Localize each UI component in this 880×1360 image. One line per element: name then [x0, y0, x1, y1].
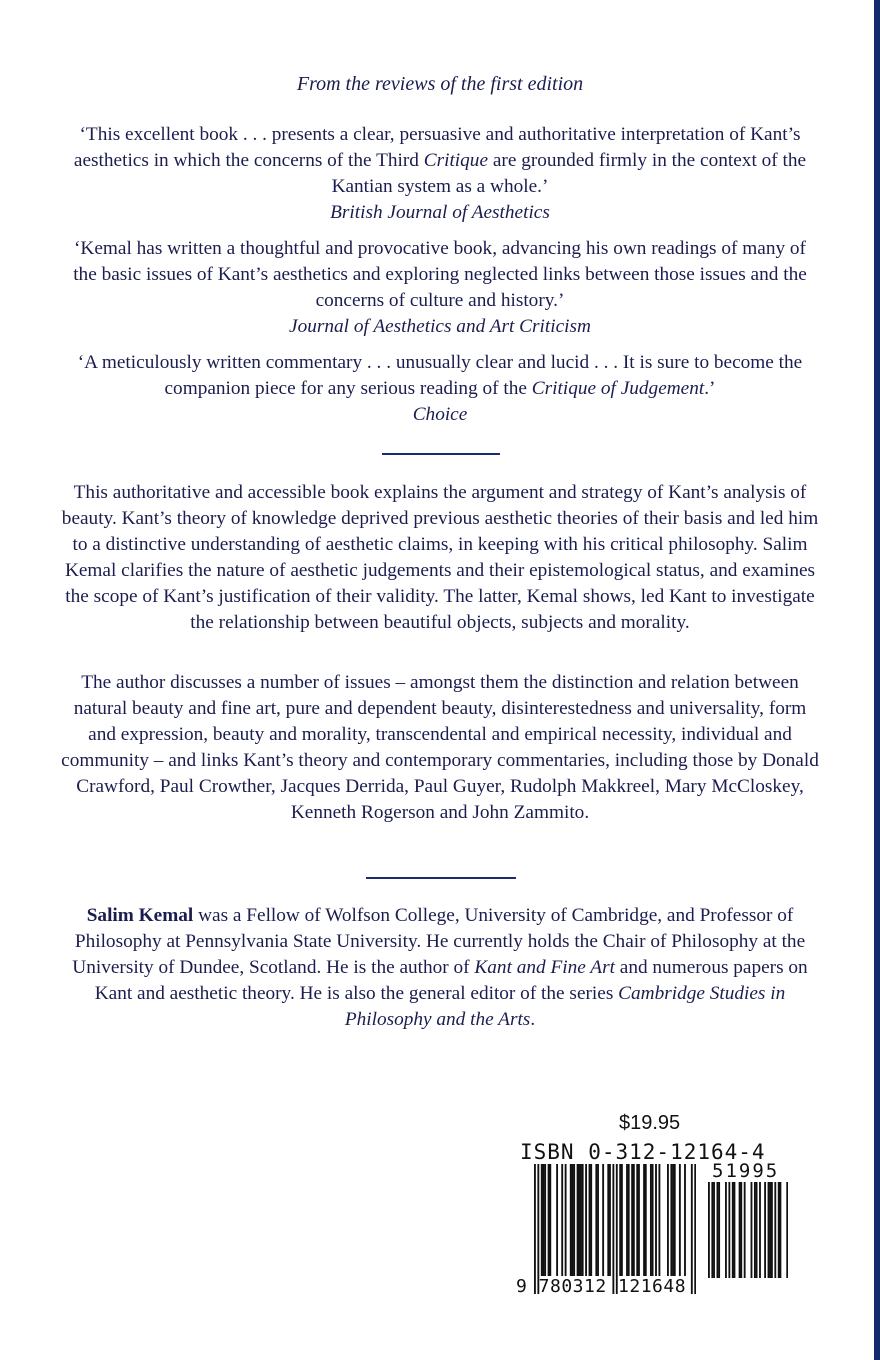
barcode-bar: [658, 1164, 660, 1276]
section-divider: [382, 453, 500, 455]
addon-bar: [774, 1182, 776, 1278]
barcode-bar: [585, 1164, 587, 1276]
barcode-bar: [597, 1164, 599, 1276]
addon-bar: [740, 1182, 742, 1278]
barcode-bar: [643, 1164, 645, 1276]
barcode-bar: [645, 1164, 647, 1276]
review-quote: ‘A meticulously written commentary . . . unusually clear and lucid . . . It is sure to become the companion piece for any serious reading of the Critique of Judgement.’: [77, 352, 803, 399]
barcode-bar: [589, 1164, 591, 1276]
barcode-bar: [580, 1164, 582, 1276]
barcode-bar: [595, 1164, 597, 1276]
barcode-bar: [541, 1164, 543, 1276]
barcode-bar: [633, 1164, 635, 1276]
barcode-bar: [650, 1164, 652, 1276]
addon-bar: [739, 1182, 741, 1278]
barcode-bar: [628, 1164, 630, 1276]
addon-bar: [778, 1182, 780, 1278]
price-label: $19.95: [619, 1112, 681, 1134]
addon-bar: [771, 1182, 773, 1278]
barcode-bar: [631, 1164, 633, 1276]
barcode-bar: [674, 1164, 676, 1276]
barcode-bar: [609, 1164, 611, 1276]
barcode-bar: [544, 1164, 546, 1276]
barcode-bar: [626, 1164, 628, 1276]
review-quote: ‘This excellent book . . . presents a clear, persuasive and authoritative interpretation of Kant’s aesthetics in which the concerns of the Third Critique are grounded firmly in the context of the Kantian system as a whole.’: [73, 124, 807, 197]
barcode-bar: [590, 1164, 592, 1276]
barcode-bar: [672, 1164, 674, 1276]
addon-digits: 51995: [712, 1160, 780, 1182]
addon-bar: [734, 1182, 736, 1278]
addon-bar: [779, 1182, 781, 1278]
barcode-bar: [548, 1164, 550, 1276]
description-paragraph-2: The author discusses a number of issues – amongst them the distinction and relation between natural beauty and fine art, pure and dependent beauty, disinterestedness and universality, form and expression, beauty and morality, transcendental and empirical necessity, individual and community – and links Kant’s theory and contemporary commentaries, including those by Donald Crawford, Paul Crowther, Jacques Derrida, Paul Guyer, Rudolph Makkreel, Mary McCloskey, Kenneth Rogerson and John Zammito.: [61, 672, 819, 823]
addon-bar: [717, 1182, 719, 1278]
barcode-bar: [543, 1164, 545, 1276]
barcode-bar: [549, 1164, 551, 1276]
barcode-bar: [679, 1164, 681, 1276]
barcode-bar: [619, 1164, 621, 1276]
barcode-bar: [537, 1164, 539, 1294]
addon-bar: [711, 1182, 713, 1278]
author-name: Salim Kemal: [86, 905, 194, 926]
barcode-bar: [570, 1164, 572, 1276]
barcode-bar: [636, 1164, 638, 1276]
barcode-bar: [616, 1164, 618, 1294]
barcode-bar: [667, 1164, 669, 1276]
barcode-bar: [565, 1164, 567, 1276]
barcode-bar: [684, 1164, 686, 1276]
addon-bar: [768, 1182, 770, 1278]
barcode-bar: [556, 1164, 558, 1276]
review-1: [60, 122, 820, 226]
barcode-bar: [577, 1164, 579, 1276]
addon-bar: [732, 1182, 734, 1278]
barcode-bar: [670, 1164, 672, 1276]
addon-bar: [708, 1182, 710, 1278]
addon-bar: [751, 1182, 753, 1278]
review-source: Choice: [412, 404, 468, 425]
barcode-bar: [578, 1164, 580, 1276]
isbn-label: ISBN 0-312-12164-4: [520, 1140, 766, 1164]
ean-barcode: [534, 1164, 696, 1294]
barcode-bar: [691, 1164, 693, 1294]
addon-bar: [744, 1182, 746, 1278]
addon-bar: [718, 1182, 720, 1278]
addon-bar: [713, 1182, 715, 1278]
review-source: Journal of Aesthetics and Art Criticism: [289, 316, 591, 337]
barcode-bar: [638, 1164, 640, 1276]
barcode-bar: [621, 1164, 623, 1276]
section-divider: [366, 877, 516, 879]
barcode-bar: [652, 1164, 654, 1276]
author-bio: Salim Kemal was a Fellow of Wolfson College, University of Cambridge, and Professor of Philosophy at Pennsylvania State University. He currently holds the Chair of Philosophy at the University of Dundee, Scotland. He is the author of Kant and Fine Art and numerous papers on Kant and aesthetic theory. He is also the general editor of the series Cambridge Studies in Philosophy and the Arts.: [72, 905, 808, 1030]
review-quote: ‘Kemal has written a thoughtful and provocative book, advancing his own readings of many of the basic issues of Kant’s aesthetics and exploring neglected links between those issues and the concerns of culture and history.’: [73, 238, 807, 311]
addon-bar: [786, 1182, 788, 1278]
addon-bar: [754, 1182, 756, 1278]
book-description-2: [60, 670, 820, 826]
barcode-bar: [602, 1164, 604, 1276]
ean-digits: 9 780312 121648: [516, 1276, 687, 1297]
description-paragraph-1: This authoritative and accessible book explains the argument and strategy of Kant’s analysis of beauty. Kant’s theory of knowledge deprived previous aesthetic theories of their basis and led him to a distinctive understanding of aesthetic claims, in keeping with his critical philosophy. Salim Kemal clarifies the nature of aesthetic judgements and their epistemological status, and examines the scope of Kant’s justification of their validity. The latter, Kemal shows, led Kant to investigate the relationship between beautiful objects, subjects and morality.: [61, 482, 819, 633]
barcode-bar: [694, 1164, 696, 1294]
barcode-bar: [573, 1164, 575, 1276]
addon-bar: [759, 1182, 761, 1278]
addon-bar: [764, 1182, 766, 1278]
book-description: [60, 480, 820, 636]
review-3: [60, 350, 820, 428]
cover-edge-stripe: [874, 0, 880, 1360]
barcode-bar: [655, 1164, 657, 1276]
barcode-bar: [534, 1164, 536, 1294]
addon-bar: [728, 1182, 730, 1278]
barcode-bar: [561, 1164, 563, 1276]
review-2: [60, 236, 820, 340]
barcode-bar: [572, 1164, 574, 1276]
review-source: British Journal of Aesthetics: [330, 202, 550, 223]
barcode-bar: [612, 1164, 614, 1294]
reviews-heading: From the reviews of the first edition: [296, 73, 584, 95]
addon-bar: [756, 1182, 758, 1278]
addon-barcode: [708, 1182, 788, 1278]
addon-bar: [725, 1182, 727, 1278]
barcode-bar: [607, 1164, 609, 1276]
addon-bar: [769, 1182, 771, 1278]
barcode-bar: [582, 1164, 584, 1276]
